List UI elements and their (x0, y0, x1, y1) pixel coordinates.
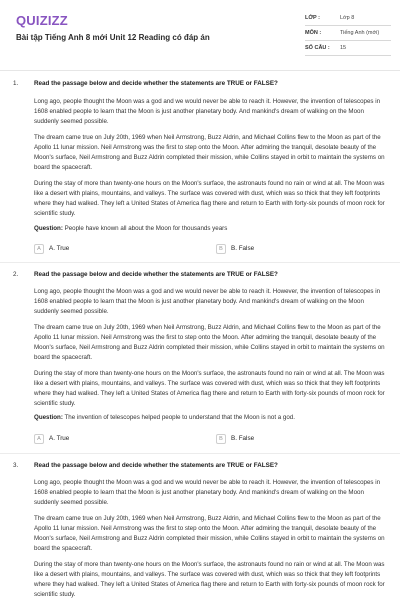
question-label: Question: (34, 414, 63, 421)
option-text: A. True (49, 435, 70, 442)
question-prompt: Read the passage below and decide whether the statements are TRUE or FALSE? (34, 80, 278, 87)
option-letter-box: A (34, 434, 44, 444)
passage-paragraph: During the stay of more than twenty-one hours on the Moon's surface, the astronauts found no rain or wind at all. The Moon was like a desert with plains, mountains, and valleys. The surface was covered with dust, which was so thick that they left footprints where they had walked. They left a United States of America flag there and return to Earth with forty-six pounds of moon rock for scientific study. (34, 561, 385, 599)
passage-paragraph: During the stay of more than twenty-one hours on the Moon's surface, the astronauts found no rain or wind at all. The Moon was like a desert with plains, mountains, and valleys. The surface was covered with dust, which was so thick that they left footprints where they had walked. They left a United States of America flag there and return to Earth with forty-six pounds of moon rock for scientific study. (34, 370, 385, 408)
passage-paragraph: The dream came true on July 20th, 1969 when Neil Armstrong, Buzz Aldrin, and Michael Collins flew to the Moon as part of the Apollo 11 lunar mission. Neil Armstrong was the first to step onto the Moon. After admiring the tranquil, desolate beauty of the Moon's surface, Neil Armstrong and Buzz Aldrin completed their mission, while Collins stayed in orbit to maintain the systems on board the spacecraft. (34, 515, 385, 553)
question-number: 3. (13, 462, 19, 469)
question-divider (0, 453, 400, 454)
meta-value: 15 (340, 45, 347, 51)
question-number: 2. (13, 271, 19, 278)
question-number: 1. (13, 80, 19, 87)
option-text: B. False (231, 245, 255, 252)
question-prompt: Read the passage below and decide whether the statements are TRUE or FALSE? (34, 462, 278, 469)
meta-label: MÔN : (305, 30, 322, 36)
passage-paragraph: Long ago, people thought the Moon was a god and we would never be able to reach it. However, the invention of telescopes in 1608 enabled people to learn that the Moon is just another planetary body. And mankind's dream of walking on the Moon suddenly seemed possible. (34, 479, 381, 507)
header-divider (0, 70, 400, 71)
passage-paragraph: Long ago, people thought the Moon was a god and we would never be able to reach it. However, the invention of telescopes in 1608 enabled people to learn that the Moon is just another planetary body. And mankind's dream of walking on the Moon suddenly seemed possible. (34, 98, 381, 126)
passage-paragraph: During the stay of more than twenty-one hours on the Moon's surface, the astronauts found no rain or wind at all. The Moon was like a desert with plains, mountains, and valleys. The surface was covered with dust, which was so thick that they left footprints where they had walked. They left a United States of America flag there and return to Earth with forty-six pounds of moon rock for scientific study. (34, 180, 385, 218)
quizizz-logo[interactable]: QUIZIZZ (16, 13, 68, 28)
option-letter-box: B (216, 434, 226, 444)
question-text: The invention of telescopes helped people to understand that the Moon is not a god. (62, 414, 295, 421)
meta-row-grade (305, 12, 391, 26)
document-title: Bài tập Tiếng Anh 8 mới Unit 12 Reading có đáp án (16, 33, 210, 42)
option-letter-box: B (216, 244, 226, 254)
question-statement (34, 225, 386, 232)
passage-paragraph: The dream came true on July 20th, 1969 when Neil Armstrong, Buzz Aldrin, and Michael Collins flew to the Moon as part of the Apollo 11 lunar mission. Neil Armstrong was the first to step onto the Moon. After admiring the tranquil, desolate beauty of the Moon's surface, Neil Armstrong and Buzz Aldrin completed their mission, while Collins stayed in orbit to maintain the systems on board the spacecraft. (34, 134, 385, 172)
meta-row-count (305, 42, 391, 56)
option-text: A. True (49, 245, 70, 252)
passage-paragraph: The dream came true on July 20th, 1969 when Neil Armstrong, Buzz Aldrin, and Michael Collins flew to the Moon as part of the Apollo 11 lunar mission. Neil Armstrong was the first to step onto the Moon. After admiring the tranquil, desolate beauty of the Moon's surface, Neil Armstrong and Buzz Aldrin completed their mission, while Collins stayed in orbit to maintain the systems on board the spacecraft. (34, 324, 385, 362)
option-letter-box: A (34, 244, 44, 254)
question-divider (0, 262, 400, 263)
question-statement (34, 414, 386, 421)
meta-label: LỚP : (305, 15, 320, 21)
question-label: Question: (34, 225, 63, 232)
meta-label: SỐ CÂU : (305, 45, 330, 51)
meta-value: Tiếng Anh (mới) (340, 30, 380, 36)
meta-value: Lớp 8 (340, 15, 355, 21)
question-text: People have known all about the Moon for thousands years (62, 225, 228, 232)
document-meta (305, 12, 391, 57)
question-prompt: Read the passage below and decide whether the statements are TRUE or FALSE? (34, 271, 278, 278)
option-text: B. False (231, 435, 255, 442)
passage-paragraph: Long ago, people thought the Moon was a god and we would never be able to reach it. However, the invention of telescopes in 1608 enabled people to learn that the Moon is just another planetary body. And mankind's dream of walking on the Moon suddenly seemed possible. (34, 288, 381, 316)
meta-row-subject (305, 27, 391, 41)
document-header (0, 0, 400, 66)
